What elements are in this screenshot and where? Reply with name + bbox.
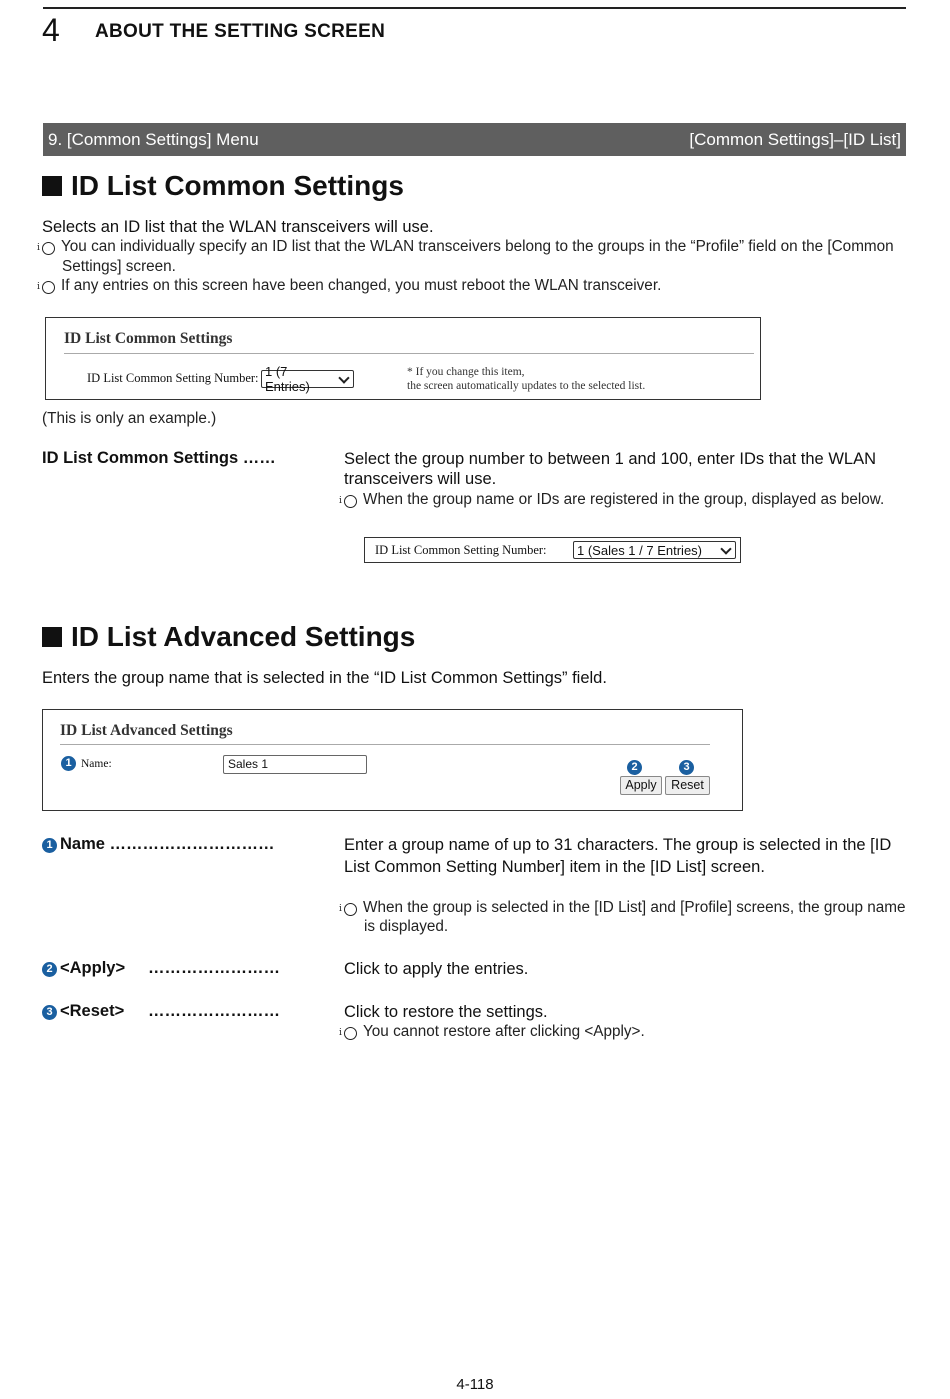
- desc-apply: Click to apply the entries.: [344, 960, 529, 978]
- callout-badge-3: 3: [42, 1005, 57, 1020]
- section1-intro: Selects an ID list that the WLAN transceivers will use.: [42, 218, 434, 236]
- callout-badge-1: 1: [42, 838, 57, 853]
- term-reset: 3 <Reset>: [42, 1002, 124, 1021]
- chapter-title: ABOUT THE SETTING SCREEN: [95, 21, 386, 42]
- section1-note-1: i You can individually specify an ID list that the WLAN transceivers belong to the groups in the “Profile” field on the [Common Settings] screen.: [37, 238, 894, 275]
- info-icon: i: [344, 903, 357, 916]
- screenshot-advanced-settings: [42, 709, 743, 811]
- screenshot-title: ID List Advanced Settings: [60, 722, 233, 739]
- screenshot-common-settings: [45, 317, 761, 400]
- name-input[interactable]: Sales 1: [223, 755, 367, 774]
- screenshot-rule: [64, 353, 754, 354]
- info-icon: i: [42, 242, 55, 255]
- callout-badge-3: 3: [679, 760, 694, 775]
- field-label: ID List Common Setting Number:: [87, 371, 259, 385]
- mini-select[interactable]: 1 (Sales 1 / 7 Entries): [573, 541, 736, 559]
- reset-button[interactable]: Reset: [665, 776, 710, 795]
- section-heading-common: ID List Common Settings: [42, 170, 404, 202]
- note-reset: i You cannot restore after clicking <Apply>.: [339, 1023, 645, 1040]
- screenshot-rule: [60, 744, 710, 745]
- callout-badge-2: 2: [42, 962, 57, 977]
- term-apply: 2 <Apply>: [42, 959, 125, 978]
- note-name: i When the group is selected in the [ID List] and [Profile] screens, the group name is displayed.: [339, 899, 906, 935]
- screenshot-title: ID List Common Settings: [64, 330, 233, 347]
- mini-field-label: ID List Common Setting Number:: [375, 543, 547, 557]
- square-bullet-icon: [42, 176, 62, 196]
- desc-name: Enter a group name of up to 31 characters. The group is selected in the [ID List Common Setting Number] item in the [ID List] screen.: [344, 836, 892, 876]
- section1-note-2: i If any entries on this screen have been changed, you must reboot the WLAN transceiver.: [37, 277, 662, 294]
- menu-bar-right: [Common Settings]–[ID List]: [689, 129, 901, 149]
- info-icon: i: [344, 495, 357, 508]
- menu-bar: [43, 123, 906, 156]
- callout-badge-2: 2: [627, 760, 642, 775]
- menu-bar-left: 9. [Common Settings] Menu: [48, 129, 259, 149]
- mini-screenshot: [364, 537, 741, 563]
- id-list-number-select[interactable]: 1 (7 Entries): [261, 370, 354, 388]
- info-icon: i: [344, 1027, 357, 1040]
- note-common-settings: i When the group name or IDs are registered in the group, displayed as below.: [339, 491, 885, 508]
- info-icon: i: [42, 281, 55, 294]
- desc-common-settings: Select the group number to between 1 and 100, enter IDs that the WLAN transceivers will use.: [344, 450, 876, 488]
- chevron-down-icon: [720, 543, 731, 554]
- name-label: Name:: [81, 758, 112, 770]
- term-name: 1 Name …………………………: [42, 835, 275, 854]
- chevron-down-icon: [338, 372, 349, 383]
- page-number: 4-118: [456, 1376, 494, 1393]
- leader-reset: ……………………: [148, 1002, 280, 1020]
- leader-apply: ……………………: [148, 959, 280, 977]
- square-bullet-icon: [42, 627, 62, 647]
- desc-reset: Click to restore the settings.: [344, 1003, 548, 1021]
- section2-intro: Enters the group name that is selected in the “ID List Common Settings” field.: [42, 669, 607, 687]
- top-rule: [43, 7, 906, 9]
- example-note: (This is only an example.): [42, 410, 217, 427]
- screenshot-hint: * If you change this item, the screen automatically updates to the selected list.: [407, 366, 646, 392]
- callout-badge-1: 1: [61, 756, 76, 771]
- section-heading-advanced: ID List Advanced Settings: [42, 621, 415, 653]
- chapter-number: 4: [42, 12, 60, 48]
- term-common-settings: ID List Common Settings ……: [42, 449, 276, 467]
- apply-button[interactable]: Apply: [620, 776, 662, 795]
